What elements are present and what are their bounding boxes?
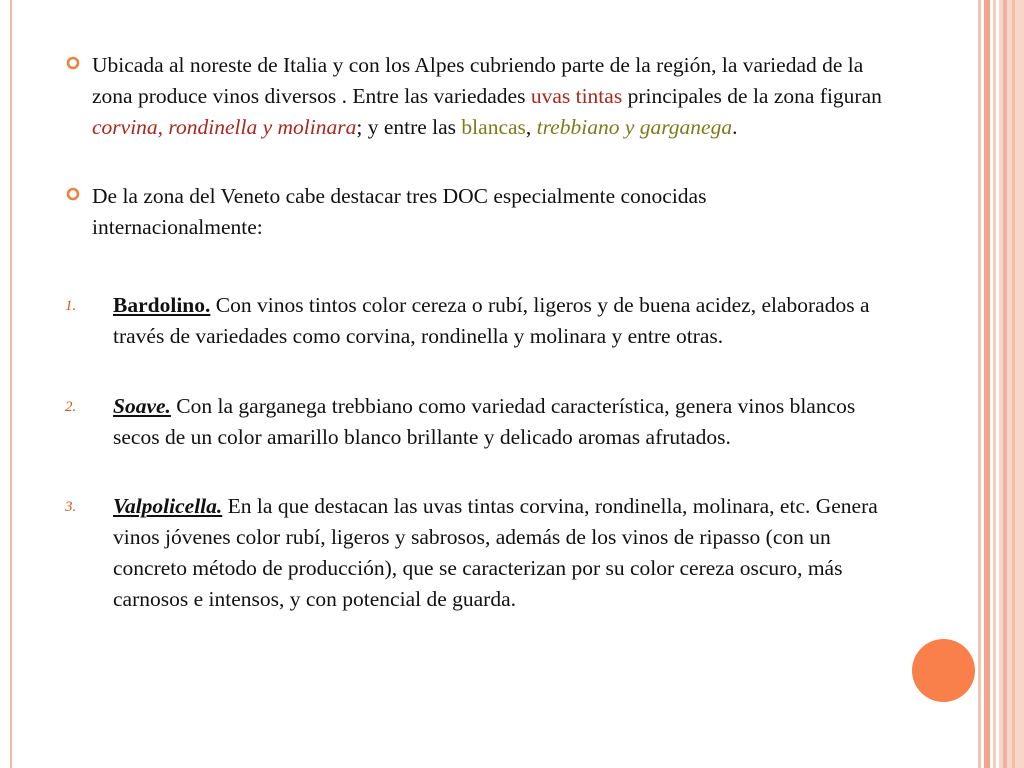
- list-number: 3.: [65, 499, 77, 515]
- item-title: Soave.: [113, 394, 171, 418]
- bullet-paragraph-region: [92, 50, 882, 143]
- olive-text-whites: blancas: [461, 115, 526, 139]
- doc-intro-text: De la zona del Veneto cabe destacar tres DOC especialmente conocidas internacionalmente:: [92, 184, 707, 239]
- region-text-d: ,: [525, 115, 537, 139]
- circle-bullet-icon: [66, 56, 80, 70]
- item-text: En la que destacan las uvas tintas corvina, rondinella, molinara, etc. Genera vinos jóvenes color rubí, ligeros y sabrosos, además de los vinos de ripasso (con un concreto método de producción), que se caracterizan por su color cereza oscuro, más carnosos e intensos, y con potencial de guarda.: [113, 494, 878, 611]
- region-text-a: Ubicada al noreste de Italia y con los Alpes cubriendo parte de la región, la variedad de la zona produce vinos diversos . Entre las variedades: [92, 53, 864, 108]
- region-text-b: principales de la zona figuran: [622, 84, 882, 108]
- circle-bullet-icon: [66, 187, 80, 201]
- red-varieties: corvina, rondinella y molinara: [92, 115, 357, 139]
- item-text: Con la garganega trebbiano como variedad característica, genera vinos blancos secos de un color amarillo blanco brillante y delicado aromas afrutados.: [113, 394, 856, 449]
- red-text-grapes: uvas tintas: [530, 84, 623, 108]
- region-text-e: .: [732, 115, 738, 139]
- list-item-valpolicella: [65, 491, 883, 615]
- list-item-bardolino: [65, 290, 883, 352]
- list-number: 2.: [65, 399, 77, 415]
- olive-varieties: trebbiano y garganega: [536, 115, 733, 139]
- bullet-paragraph-doc: [92, 181, 882, 243]
- list-item-soave: [65, 391, 883, 453]
- list-number: 1.: [65, 298, 77, 314]
- item-title: Valpolicella.: [113, 494, 223, 518]
- item-text: Con vinos tintos color cereza o rubí, ligeros y de buena acidez, elaborados a través de variedades como corvina, rondinella y molinara y entre otras.: [113, 293, 870, 348]
- region-text-c: ; y entre las: [356, 115, 462, 139]
- item-title: Bardolino.: [113, 293, 211, 317]
